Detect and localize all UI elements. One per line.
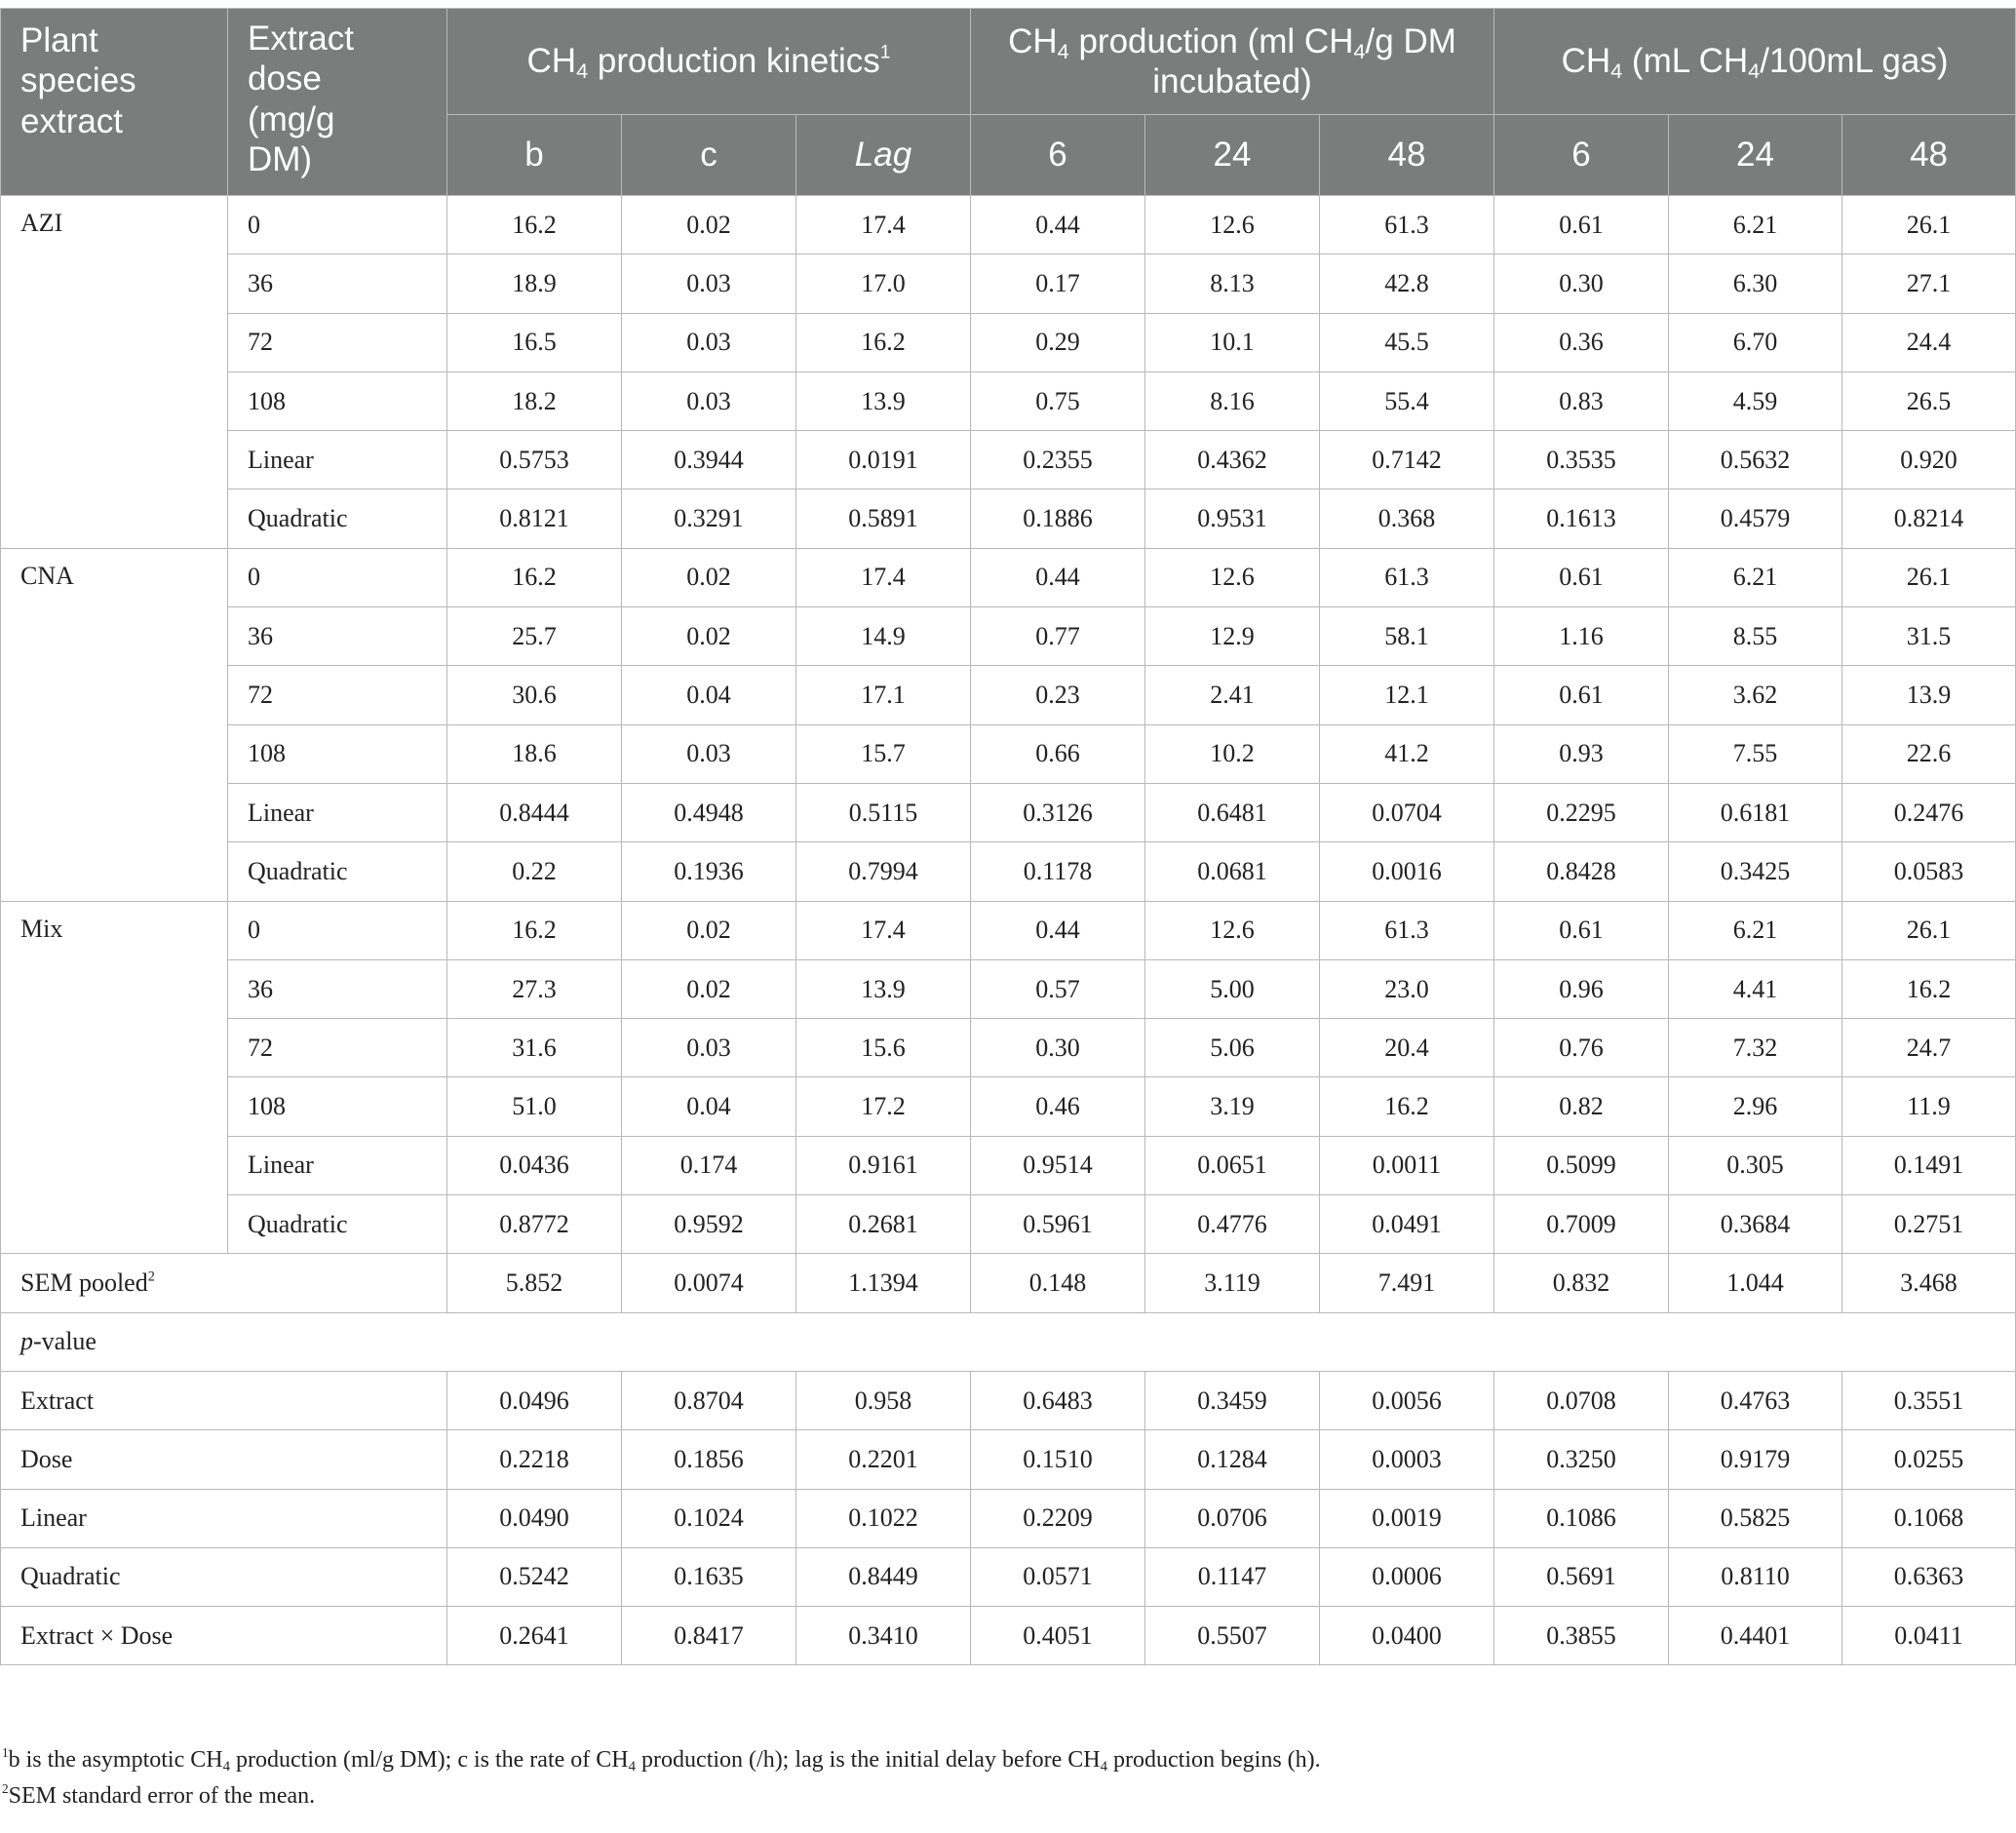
table-row (1, 959, 2016, 1018)
value-cell: 12.9 (1145, 607, 1320, 666)
footnote-1: $^1$b is the asymptotic $CH_4$ production (ml/g DM); c is the rate of $CH_4$ production (/h); lag is the initial delay before $CH_4$ production begins (h). (2, 1745, 1321, 1775)
table-body (1, 196, 2016, 1665)
value-cell: 0.0681 (1145, 842, 1320, 901)
value-cell: 0.2201 (796, 1430, 971, 1489)
header-extract-dose: Extract dose (mg/g DM) (228, 9, 447, 196)
value-cell: 0.5961 (971, 1195, 1145, 1254)
dose-label: 72 (228, 313, 447, 371)
value-cell: 7.491 (1320, 1254, 1494, 1312)
value-cell: 0.6181 (1669, 783, 1842, 841)
value-cell: 0.83 (1494, 371, 1669, 430)
value-cell: 51.0 (447, 1077, 622, 1136)
extract-name: AZI (1, 196, 228, 549)
value-cell: 0.77 (971, 607, 1145, 666)
value-cell: 0.61 (1494, 666, 1669, 724)
value-cell: 0.4763 (1669, 1371, 1842, 1429)
pvalue-row (1, 1489, 2016, 1547)
value-cell: 0.5099 (1494, 1136, 1669, 1194)
value-cell: 61.3 (1320, 548, 1494, 606)
table-row (1, 783, 2016, 841)
value-cell: 0.1613 (1494, 489, 1669, 548)
value-cell: 0.82 (1494, 1077, 1669, 1136)
value-cell: 45.5 (1320, 313, 1494, 371)
value-cell: 0.66 (971, 724, 1145, 783)
value-cell: 0.1635 (622, 1547, 796, 1606)
value-cell: 27.3 (447, 959, 622, 1018)
value-cell: 6.21 (1669, 548, 1842, 606)
dose-label: 0 (228, 196, 447, 254)
value-cell: 5.00 (1145, 959, 1320, 1018)
value-cell: 0.1856 (622, 1430, 796, 1489)
value-cell: 0.3459 (1145, 1371, 1320, 1429)
value-cell: 0.02 (622, 959, 796, 1018)
dose-label: 108 (228, 371, 447, 430)
value-cell: 12.6 (1145, 196, 1320, 254)
value-cell: 0.8214 (1842, 489, 2016, 548)
value-cell: 0.0490 (447, 1489, 622, 1547)
value-cell: 0.9592 (622, 1195, 796, 1254)
header-production-per-dm: $CH_4$ production (ml $CH_4/g$ DM incubated) (971, 9, 1494, 115)
value-cell: 30.6 (447, 666, 622, 724)
value-cell: 23.0 (1320, 959, 1494, 1018)
value-cell: 17.4 (796, 196, 971, 254)
value-cell: 0.02 (622, 548, 796, 606)
effect-label: Extract (1, 1371, 447, 1429)
dose-label: 36 (228, 254, 447, 313)
value-cell: 0.3535 (1494, 431, 1669, 489)
value-cell: 3.468 (1842, 1254, 2016, 1312)
value-cell: 6.30 (1669, 254, 1842, 313)
value-cell: 0.61 (1494, 548, 1669, 606)
value-cell: 0.1068 (1842, 1489, 2016, 1547)
value-cell: 17.2 (796, 1077, 971, 1136)
value-cell: 0.5753 (447, 431, 622, 489)
value-cell: 0.9514 (971, 1136, 1145, 1194)
value-cell: 0.61 (1494, 901, 1669, 959)
value-cell: 18.9 (447, 254, 622, 313)
value-cell: 0.2681 (796, 1195, 971, 1254)
value-cell: 0.174 (622, 1136, 796, 1194)
value-cell: 6.70 (1669, 313, 1842, 371)
value-cell: 0.6481 (1145, 783, 1320, 841)
value-cell: 0.1022 (796, 1489, 971, 1547)
value-cell: 0.7994 (796, 842, 971, 901)
value-cell: 0.04 (622, 666, 796, 724)
value-cell: 0.30 (1494, 254, 1669, 313)
dose-label: Quadratic (228, 1195, 447, 1254)
value-cell: 0.1178 (971, 842, 1145, 901)
value-cell: 0.0708 (1494, 1371, 1669, 1429)
value-cell: 27.1 (1842, 254, 2016, 313)
table-row (1, 607, 2016, 666)
value-cell: 0.0003 (1320, 1430, 1494, 1489)
dose-label: Linear (228, 1136, 447, 1194)
value-cell: 3.119 (1145, 1254, 1320, 1312)
value-cell: 5.06 (1145, 1019, 1320, 1077)
table-row (1, 371, 2016, 430)
value-cell: 0.76 (1494, 1019, 1669, 1077)
value-cell: 25.7 (447, 607, 622, 666)
value-cell: 4.59 (1669, 371, 1842, 430)
value-cell: 0.6363 (1842, 1547, 2016, 1606)
effect-label: Quadratic (1, 1547, 447, 1606)
value-cell: 16.2 (447, 548, 622, 606)
subheader-b: b (447, 115, 622, 196)
value-cell: 0.1510 (971, 1430, 1145, 1489)
pvalue-row (1, 1371, 2016, 1429)
effect-label: Dose (1, 1430, 447, 1489)
value-cell: 0.5242 (447, 1547, 622, 1606)
value-cell: 0.1284 (1145, 1430, 1320, 1489)
value-cell: 26.1 (1842, 901, 2016, 959)
value-cell: 0.1024 (622, 1489, 796, 1547)
value-cell: 6.21 (1669, 196, 1842, 254)
value-cell: 0.0496 (447, 1371, 622, 1429)
value-cell: 0.5825 (1669, 1489, 1842, 1547)
effect-label: Extract × Dose (1, 1607, 447, 1665)
value-cell: 61.3 (1320, 196, 1494, 254)
value-cell: 0.61 (1494, 196, 1669, 254)
header-plant-species: Plant species extract (1, 9, 228, 196)
subheader-c: c (622, 115, 796, 196)
table-row (1, 1019, 2016, 1077)
subheader-lag: Lag (796, 115, 971, 196)
value-cell: 17.4 (796, 548, 971, 606)
value-cell: 0.0651 (1145, 1136, 1320, 1194)
value-cell: 10.1 (1145, 313, 1320, 371)
value-cell: 0.03 (622, 371, 796, 430)
value-cell: 41.2 (1320, 724, 1494, 783)
value-cell: 0.8121 (447, 489, 622, 548)
value-cell: 0.93 (1494, 724, 1669, 783)
value-cell: 0.0011 (1320, 1136, 1494, 1194)
value-cell: 18.6 (447, 724, 622, 783)
value-cell: 8.13 (1145, 254, 1320, 313)
table-row (1, 431, 2016, 489)
table-row (1, 1077, 2016, 1136)
value-cell: 0.8449 (796, 1547, 971, 1606)
value-cell: 0.2751 (1842, 1195, 2016, 1254)
value-cell: 1.16 (1494, 607, 1669, 666)
value-cell: 0.0400 (1320, 1607, 1494, 1665)
table-row (1, 842, 2016, 901)
value-cell: 0.17 (971, 254, 1145, 313)
pvalue-heading-row (1, 1312, 2016, 1371)
value-cell: 0.44 (971, 548, 1145, 606)
value-cell: 58.1 (1320, 607, 1494, 666)
value-cell: 0.3855 (1494, 1607, 1669, 1665)
subheader-24h-gas: 24 (1669, 115, 1842, 196)
value-cell: 0.3551 (1842, 1371, 2016, 1429)
value-cell: 0.04 (622, 1077, 796, 1136)
value-cell: 0.22 (447, 842, 622, 901)
value-cell: 0.1886 (971, 489, 1145, 548)
table-row (1, 254, 2016, 313)
value-cell: 0.3250 (1494, 1430, 1669, 1489)
value-cell: 12.6 (1145, 548, 1320, 606)
value-cell: 0.36 (1494, 313, 1669, 371)
effect-label: Linear (1, 1489, 447, 1547)
value-cell: 0.8772 (447, 1195, 622, 1254)
header-production-kinetics: $CH_4$ production kinetics$^1$ (447, 9, 971, 115)
pvalue-row (1, 1430, 2016, 1489)
value-cell: 3.19 (1145, 1077, 1320, 1136)
value-cell: 0.02 (622, 607, 796, 666)
value-cell: 7.55 (1669, 724, 1842, 783)
value-cell: 0.0411 (1842, 1607, 2016, 1665)
value-cell: 0.9179 (1669, 1430, 1842, 1489)
value-cell: 2.96 (1669, 1077, 1842, 1136)
value-cell: 15.6 (796, 1019, 971, 1077)
value-cell: 16.2 (1842, 959, 2016, 1018)
subheader-6h-gas: 6 (1494, 115, 1669, 196)
sem-label: SEM pooled$^2$ (1, 1254, 447, 1312)
dose-label: Quadratic (228, 489, 447, 548)
value-cell: 0.96 (1494, 959, 1669, 1018)
value-cell: 16.2 (796, 313, 971, 371)
table-row (1, 548, 2016, 606)
value-cell: 0.57 (971, 959, 1145, 1018)
dose-label: 108 (228, 724, 447, 783)
table-row (1, 196, 2016, 254)
dose-label: 108 (228, 1077, 447, 1136)
value-cell: 0.3425 (1669, 842, 1842, 901)
value-cell: 0.832 (1494, 1254, 1669, 1312)
value-cell: 0.4051 (971, 1607, 1145, 1665)
value-cell: 2.41 (1145, 666, 1320, 724)
value-cell: 24.7 (1842, 1019, 2016, 1077)
value-cell: 0.0191 (796, 431, 971, 489)
value-cell: 0.0583 (1842, 842, 2016, 901)
value-cell: 0.02 (622, 901, 796, 959)
value-cell: 0.368 (1320, 489, 1494, 548)
value-cell: 0.6483 (971, 1371, 1145, 1429)
value-cell: 0.8110 (1669, 1547, 1842, 1606)
value-cell: 22.6 (1842, 724, 2016, 783)
data-table (0, 8, 2016, 1665)
value-cell: 0.29 (971, 313, 1145, 371)
pvalue-heading: p-value (1, 1312, 2016, 1371)
value-cell: 0.5891 (796, 489, 971, 548)
value-cell: 0.1086 (1494, 1489, 1669, 1547)
table-row (1, 666, 2016, 724)
value-cell: 6.21 (1669, 901, 1842, 959)
value-cell: 55.4 (1320, 371, 1494, 430)
value-cell: 20.4 (1320, 1019, 1494, 1077)
value-cell: 0.8704 (622, 1371, 796, 1429)
value-cell: 61.3 (1320, 901, 1494, 959)
value-cell: 0.0255 (1842, 1430, 2016, 1489)
value-cell: 0.2209 (971, 1489, 1145, 1547)
value-cell: 17.0 (796, 254, 971, 313)
dose-label: 72 (228, 1019, 447, 1077)
value-cell: 8.16 (1145, 371, 1320, 430)
value-cell: 14.9 (796, 607, 971, 666)
value-cell: 0.4401 (1669, 1607, 1842, 1665)
value-cell: 0.30 (971, 1019, 1145, 1077)
dose-label: 36 (228, 959, 447, 1018)
value-cell: 0.5691 (1494, 1547, 1669, 1606)
value-cell: 0.148 (971, 1254, 1145, 1312)
value-cell: 0.0016 (1320, 842, 1494, 901)
value-cell: 0.23 (971, 666, 1145, 724)
value-cell: 16.2 (447, 901, 622, 959)
footnote-2: $^2$SEM standard error of the mean. (2, 1781, 316, 1809)
value-cell: 1.044 (1669, 1254, 1842, 1312)
value-cell: 0.8444 (447, 783, 622, 841)
table-row (1, 1195, 2016, 1254)
value-cell: 15.7 (796, 724, 971, 783)
value-cell: 0.02 (622, 196, 796, 254)
sem-row (1, 1254, 2016, 1312)
value-cell: 31.5 (1842, 607, 2016, 666)
value-cell: 3.62 (1669, 666, 1842, 724)
dose-label: 0 (228, 901, 447, 959)
value-cell: 0.44 (971, 901, 1145, 959)
value-cell: 0.46 (971, 1077, 1145, 1136)
value-cell: 0.4362 (1145, 431, 1320, 489)
dose-label: 36 (228, 607, 447, 666)
value-cell: 0.0006 (1320, 1547, 1494, 1606)
value-cell: 16.2 (447, 196, 622, 254)
subheader-48h: 48 (1320, 115, 1494, 196)
value-cell: 31.6 (447, 1019, 622, 1077)
value-cell: 8.55 (1669, 607, 1842, 666)
value-cell: 26.5 (1842, 371, 2016, 430)
value-cell: 11.9 (1842, 1077, 2016, 1136)
value-cell: 0.75 (971, 371, 1145, 430)
value-cell: 7.32 (1669, 1019, 1842, 1077)
value-cell: 4.41 (1669, 959, 1842, 1018)
value-cell: 0.4776 (1145, 1195, 1320, 1254)
value-cell: 0.0436 (447, 1136, 622, 1194)
pvalue-row (1, 1607, 2016, 1665)
table-row (1, 489, 2016, 548)
value-cell: 0.3126 (971, 783, 1145, 841)
value-cell: 17.1 (796, 666, 971, 724)
value-cell: 0.03 (622, 254, 796, 313)
value-cell: 0.2355 (971, 431, 1145, 489)
dose-label: 0 (228, 548, 447, 606)
value-cell: 18.2 (447, 371, 622, 430)
value-cell: 16.2 (1320, 1077, 1494, 1136)
value-cell: 0.0706 (1145, 1489, 1320, 1547)
value-cell: 0.03 (622, 313, 796, 371)
value-cell: 0.1491 (1842, 1136, 2016, 1194)
value-cell: 0.5115 (796, 783, 971, 841)
value-cell: 0.3944 (622, 431, 796, 489)
value-cell: 0.305 (1669, 1136, 1842, 1194)
value-cell: 10.2 (1145, 724, 1320, 783)
value-cell: 0.0571 (971, 1547, 1145, 1606)
dose-label: Quadratic (228, 842, 447, 901)
value-cell: 0.2295 (1494, 783, 1669, 841)
value-cell: 0.9161 (796, 1136, 971, 1194)
value-cell: 0.2641 (447, 1607, 622, 1665)
value-cell: 13.9 (796, 371, 971, 430)
value-cell: 26.1 (1842, 196, 2016, 254)
value-cell: 0.920 (1842, 431, 2016, 489)
value-cell: 0.2476 (1842, 783, 2016, 841)
value-cell: 0.3410 (796, 1607, 971, 1665)
table-row (1, 724, 2016, 783)
value-cell: 13.9 (796, 959, 971, 1018)
value-cell: 0.0019 (1320, 1489, 1494, 1547)
value-cell: 5.852 (447, 1254, 622, 1312)
value-cell: 0.7009 (1494, 1195, 1669, 1254)
value-cell: 0.03 (622, 724, 796, 783)
pvalue-row (1, 1547, 2016, 1606)
extract-name: CNA (1, 548, 228, 901)
header-methane-per-gas: $CH_4$ (mL $CH_4/100mL$ gas) (1494, 9, 2016, 115)
value-cell: 0.44 (971, 196, 1145, 254)
value-cell: 0.7142 (1320, 431, 1494, 489)
value-cell: 0.9531 (1145, 489, 1320, 548)
value-cell: 12.1 (1320, 666, 1494, 724)
value-cell: 0.1147 (1145, 1547, 1320, 1606)
value-cell: 0.0074 (622, 1254, 796, 1312)
value-cell: 24.4 (1842, 313, 2016, 371)
value-cell: 16.5 (447, 313, 622, 371)
dose-label: 72 (228, 666, 447, 724)
value-cell: 0.4948 (622, 783, 796, 841)
value-cell: 0.2218 (447, 1430, 622, 1489)
table-row (1, 901, 2016, 959)
value-cell: 0.5632 (1669, 431, 1842, 489)
value-cell: 1.1394 (796, 1254, 971, 1312)
value-cell: 0.0056 (1320, 1371, 1494, 1429)
value-cell: 0.03 (622, 1019, 796, 1077)
value-cell: 0.1936 (622, 842, 796, 901)
value-cell: 0.0704 (1320, 783, 1494, 841)
value-cell: 13.9 (1842, 666, 2016, 724)
value-cell: 0.0491 (1320, 1195, 1494, 1254)
extract-name: Mix (1, 901, 228, 1254)
value-cell: 17.4 (796, 901, 971, 959)
value-cell: 0.8417 (622, 1607, 796, 1665)
subheader-6h: 6 (971, 115, 1145, 196)
value-cell: 0.4579 (1669, 489, 1842, 548)
dose-label: Linear (228, 431, 447, 489)
value-cell: 0.3291 (622, 489, 796, 548)
value-cell: 12.6 (1145, 901, 1320, 959)
value-cell: 0.958 (796, 1371, 971, 1429)
subheader-24h: 24 (1145, 115, 1320, 196)
value-cell: 0.8428 (1494, 842, 1669, 901)
value-cell: 26.1 (1842, 548, 2016, 606)
table-row (1, 1136, 2016, 1194)
subheader-48h-gas: 48 (1842, 115, 2016, 196)
value-cell: 42.8 (1320, 254, 1494, 313)
dose-label: Linear (228, 783, 447, 841)
table-row (1, 313, 2016, 371)
value-cell: 0.3684 (1669, 1195, 1842, 1254)
value-cell: 0.5507 (1145, 1607, 1320, 1665)
